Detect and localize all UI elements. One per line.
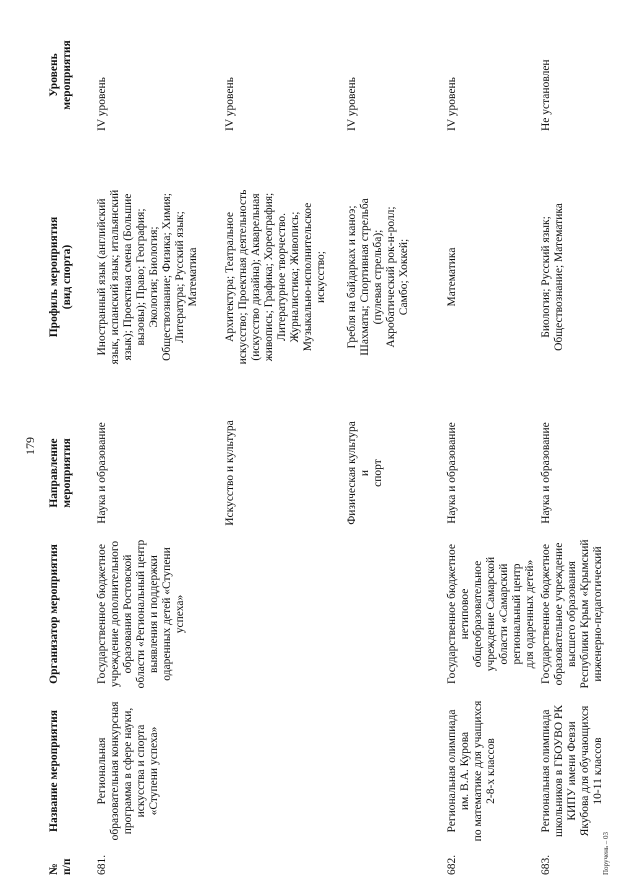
event-organizer: Государственное бюджетное нетиповое общеобразовательное учреждение Самарской области «Самарский региональный центр для одаренных детей» [446,544,536,684]
table-header [48,15,94,875]
event-level: IV уровень [346,77,358,131]
event-direction: Физическая культура и спорт [346,421,384,525]
event-profile: Математика [446,247,458,307]
event-profile: Гребля на байдарках и каноэ; Шахматы; Спортивная стрельба (пулевая стрельба); Акробатический рок-н-ролл; Самбо; Хоккей; [346,198,410,356]
header-num: № п/п [48,858,73,875]
event-direction: Наука и образование [96,422,108,524]
rotated-table-canvas [20,15,620,875]
page-footer: Поручень – 03 [602,831,610,875]
event-organizer: Государственное бюджетное учреждение дополнительного образования Ростовской области «Региональный центр выявления и поддержки одаренных детей «Ступени успеха» [96,539,186,689]
event-direction: Наука и образование [446,422,458,524]
row-number: 682. [446,854,458,875]
event-organizer: Государственное бюджетное образовательное учреждение высшего образования Республики Крым «Крымский инженерно-педагогический [540,539,604,689]
event-name: Региональная олимпиада им. В.А. Курова по математике для учащихся 2-8-х классов [446,700,497,842]
event-level: IV уровень [96,77,108,131]
header-name: Название мероприятия [48,710,60,832]
event-profile: Биология; Русский язык; Обществознание; Математика [540,203,565,351]
event-profile: Архитектура; Театральное искусство; Проектная деятельность (искусство дизайна); Акварельная живопись; Графика; Хореография; Литературное творчество. Журналистика; Живопись; Музыкально-исполнительское искусство; [224,189,327,365]
header-level: Уровень мероприятия [48,40,73,110]
event-name: Региональная образовательная конкурсная программа в сфере науки, искусства и спорта «Ступени успеха» [96,701,160,841]
header-direction: Направление мероприятия [48,438,73,508]
event-direction: Наука и образование [540,422,552,524]
page-number: 179 [23,437,37,455]
event-level: Не установлен [540,59,552,131]
row-number: 683. [540,854,552,875]
event-name: Региональная олимпиада школьников в ГБОУВО РК КИПУ имени Февзи Якубова для обучающихся 10-11 классов [540,705,604,838]
row-number: 681. [96,854,108,875]
header-profile: Профиль мероприятия (вид спорта) [48,216,73,338]
event-level: IV уровень [446,77,458,131]
header-organizer: Организатор мероприятия [48,544,60,684]
event-level: IV уровень [224,77,236,131]
event-profile: Иностранный язык (английский язык, испанский язык; итальянский язык); Проектная смена (Большие вызовы); Право; География; Экология; Биология; Обществознание; Физика; Химия; Литература; Русский язык; Математика [96,189,199,365]
event-direction: Искусство и культура [224,420,236,526]
